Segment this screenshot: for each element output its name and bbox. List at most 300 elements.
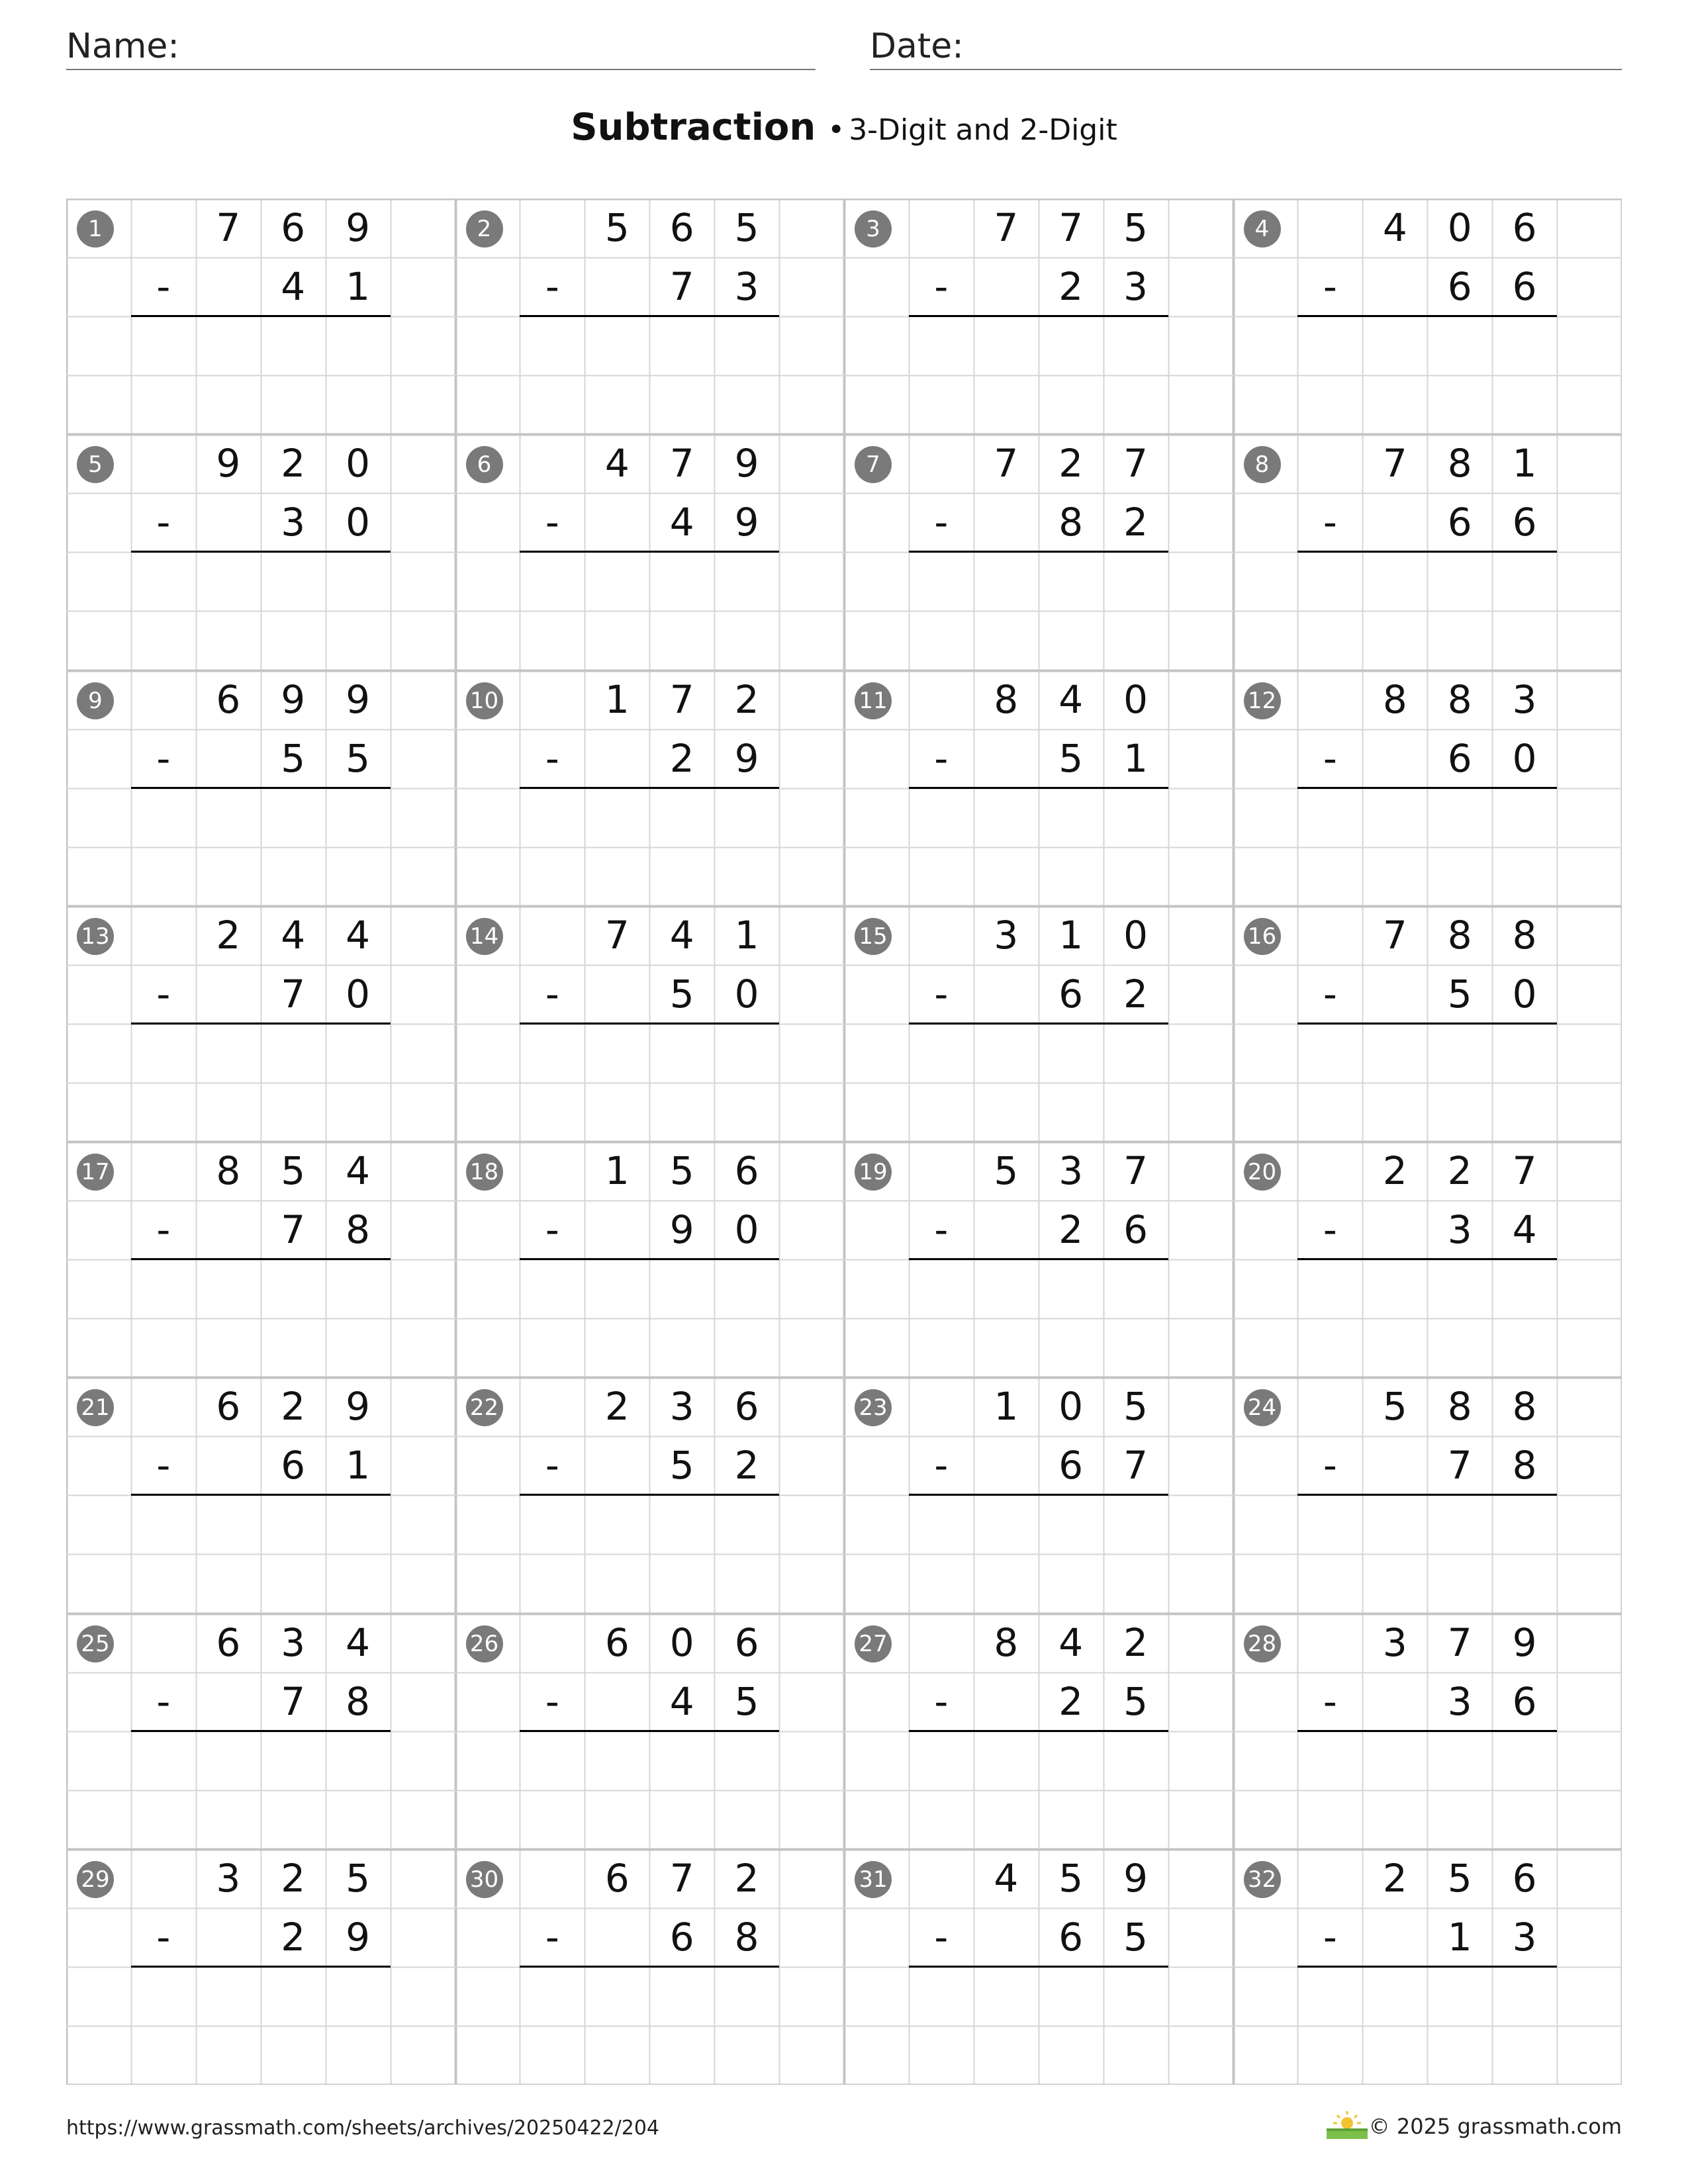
problem-block	[1233, 199, 1622, 434]
subtrahend-digit: 4	[669, 1678, 694, 1724]
subtrahend-digit: 1	[1123, 735, 1149, 781]
minuend-digit: 5	[281, 1148, 306, 1193]
name-label: Name:	[66, 26, 179, 66]
answer-space[interactable]	[1297, 788, 1557, 906]
minuend-digit: 1	[734, 912, 759, 958]
minuend-digit: 6	[734, 1148, 759, 1193]
minuend-digit: 7	[669, 1855, 694, 1901]
subtrahend-digit: 6	[1058, 971, 1084, 1017]
problem-number-badge: 9	[77, 682, 114, 719]
minuend-digit: 6	[734, 1619, 759, 1665]
problem-number-badge: 29	[77, 1861, 114, 1898]
minuend-digit: 3	[994, 912, 1019, 958]
subtrahend-digit: 3	[1447, 1678, 1472, 1724]
subtrahend-digit: 5	[1447, 971, 1472, 1017]
subtrahend-digit: 7	[281, 1207, 306, 1253]
problem-number-badge: 24	[1244, 1389, 1281, 1426]
subtrahend-digit: 6	[669, 1914, 694, 1960]
minuend-digit: 2	[281, 1855, 306, 1901]
subtrahend-digit: 0	[346, 500, 371, 545]
minuend-digit: 6	[604, 1619, 630, 1665]
problem-number-badge: 2	[466, 210, 503, 248]
minuend-digit: 0	[1123, 912, 1149, 958]
answer-space[interactable]	[909, 788, 1168, 906]
minuend-digit: 5	[669, 1148, 694, 1193]
subtrahend-digit: 5	[1058, 735, 1084, 781]
minus-sign: -	[545, 1443, 559, 1488]
minuend-digit: 5	[1447, 1855, 1472, 1901]
minuend-digit: 2	[1382, 1855, 1407, 1901]
minuend-digit: 4	[669, 912, 694, 958]
minuend-digit: 3	[1512, 676, 1537, 722]
subtrahend-digit: 6	[1447, 264, 1472, 310]
minuend-digit: 2	[1123, 1619, 1149, 1665]
problem-number-badge: 25	[77, 1625, 114, 1662]
subtrahend-digit: 2	[1058, 264, 1084, 310]
problem-block	[66, 1142, 455, 1377]
answer-space[interactable]	[1297, 552, 1557, 670]
subtrahend-digit: 7	[1123, 1443, 1149, 1488]
minus-sign: -	[156, 1678, 171, 1724]
problem-block	[1233, 1377, 1622, 1613]
minuend-digit: 4	[1058, 676, 1084, 722]
minus-sign: -	[156, 735, 171, 781]
minuend-digit: 2	[216, 912, 241, 958]
subtrahend-digit: 6	[1512, 1678, 1537, 1724]
minuend-digit: 2	[604, 1384, 630, 1430]
answer-space[interactable]	[909, 1259, 1168, 1377]
minuend-digit: 2	[734, 676, 759, 722]
date-line	[870, 69, 1622, 70]
subtrahend-digit: 0	[1512, 971, 1537, 1017]
minus-sign: -	[1323, 500, 1337, 545]
minus-sign: -	[1323, 735, 1337, 781]
minuend-digit: 9	[281, 676, 306, 722]
problem-number-badge: 14	[466, 918, 503, 955]
subtrahend-digit: 8	[734, 1914, 759, 1960]
minuend-digit: 4	[994, 1855, 1019, 1901]
problem-number-badge: 27	[855, 1625, 892, 1662]
minuend-digit: 6	[1512, 205, 1537, 250]
subtrahend-digit: 9	[346, 1914, 371, 1960]
minuend-digit: 0	[669, 1619, 694, 1665]
name-field[interactable]	[66, 26, 816, 69]
minuend-digit: 7	[1123, 441, 1149, 486]
minuend-digit: 4	[346, 1148, 371, 1193]
subtrahend-digit: 2	[1123, 971, 1149, 1017]
minus-sign: -	[1323, 1678, 1337, 1724]
problem-number-badge: 11	[855, 682, 892, 719]
minuend-digit: 9	[1123, 1855, 1149, 1901]
minuend-digit: 8	[1512, 1384, 1537, 1430]
subtrahend-digit: 4	[669, 500, 694, 545]
subtrahend-digit: 7	[1447, 1443, 1472, 1488]
subtrahend-digit: 8	[346, 1678, 371, 1724]
problem-block	[1233, 1142, 1622, 1377]
minuend-digit: 2	[1447, 1148, 1472, 1193]
subtrahend-digit: 2	[1058, 1678, 1084, 1724]
problem-block	[66, 906, 455, 1142]
problem-number-badge: 31	[855, 1861, 892, 1898]
answer-space[interactable]	[131, 1024, 391, 1142]
minus-sign: -	[934, 1207, 949, 1253]
problem-number-badge: 26	[466, 1625, 503, 1662]
subtrahend-digit: 5	[281, 735, 306, 781]
date-field[interactable]	[870, 26, 1622, 69]
problem-block	[844, 906, 1233, 1142]
minuend-digit: 5	[1382, 1384, 1407, 1430]
minuend-digit: 8	[994, 1619, 1019, 1665]
subtrahend-digit: 9	[669, 1207, 694, 1253]
worksheet-title	[0, 106, 1688, 149]
minuend-digit: 3	[669, 1384, 694, 1430]
minus-sign: -	[545, 500, 559, 545]
sun-over-grass-icon	[1324, 2109, 1370, 2140]
minus-sign: -	[545, 735, 559, 781]
problem-number-badge: 7	[855, 446, 892, 483]
problem-block	[66, 1614, 455, 1849]
answer-space[interactable]	[520, 1259, 779, 1377]
problem-grid	[66, 199, 1622, 2085]
subtrahend-digit: 3	[1123, 264, 1149, 310]
minus-sign: -	[1323, 971, 1337, 1017]
minuend-digit: 0	[1123, 676, 1149, 722]
answer-space[interactable]	[520, 1731, 779, 1849]
minuend-digit: 2	[281, 441, 306, 486]
minuend-digit: 5	[1123, 205, 1149, 250]
answer-space[interactable]	[131, 1259, 391, 1377]
minus-sign: -	[156, 1443, 171, 1488]
subtrahend-digit: 9	[734, 735, 759, 781]
minuend-digit: 9	[346, 205, 371, 250]
minuend-digit: 9	[1512, 1619, 1537, 1665]
minuend-digit: 9	[734, 441, 759, 486]
problem-number-badge: 22	[466, 1389, 503, 1426]
minus-sign: -	[156, 500, 171, 545]
subtrahend-digit: 6	[1512, 500, 1537, 545]
minuend-digit: 7	[994, 205, 1019, 250]
problem-block	[1233, 434, 1622, 670]
answer-space[interactable]	[909, 1495, 1168, 1613]
subtrahend-digit: 0	[1512, 735, 1537, 781]
minuend-digit: 6	[669, 205, 694, 250]
answer-space[interactable]	[909, 1024, 1168, 1142]
minuend-digit: 3	[1382, 1619, 1407, 1665]
footer-copyright: © 2025 grassmath.com	[1368, 2114, 1622, 2139]
minuend-digit: 1	[604, 676, 630, 722]
minuend-digit: 6	[604, 1855, 630, 1901]
minuend-digit: 8	[1447, 912, 1472, 958]
minuend-digit: 4	[346, 1619, 371, 1665]
minuend-digit: 8	[216, 1148, 241, 1193]
problem-block	[1233, 906, 1622, 1142]
minuend-digit: 2	[281, 1384, 306, 1430]
problem-block	[844, 670, 1233, 906]
problem-block	[844, 1377, 1233, 1613]
minuend-digit: 6	[1512, 1855, 1537, 1901]
minuend-digit: 1	[1512, 441, 1537, 486]
minus-sign: -	[934, 735, 949, 781]
answer-space[interactable]	[520, 316, 779, 434]
footer-url[interactable]: https://www.grassmath.com/sheets/archives/20250422/204	[66, 2116, 660, 2140]
minuend-digit: 4	[346, 912, 371, 958]
problem-block	[455, 199, 845, 434]
minuend-digit: 7	[1382, 912, 1407, 958]
minuend-digit: 8	[1512, 912, 1537, 958]
subtrahend-digit: 1	[346, 264, 371, 310]
minuend-digit: 2	[734, 1855, 759, 1901]
minuend-digit: 4	[1058, 1619, 1084, 1665]
problem-block	[844, 199, 1233, 434]
minuend-digit: 1	[604, 1148, 630, 1193]
minuend-digit: 0	[1447, 205, 1472, 250]
problem-number-badge: 1	[77, 210, 114, 248]
problem-block	[455, 1142, 845, 1377]
minuend-digit: 9	[346, 1384, 371, 1430]
title-main: Subtraction	[571, 106, 816, 149]
problem-number-badge: 8	[1244, 446, 1281, 483]
subtrahend-digit: 0	[734, 971, 759, 1017]
subtrahend-digit: 5	[1123, 1678, 1149, 1724]
minuend-digit: 2	[1382, 1148, 1407, 1193]
problem-number-badge: 12	[1244, 682, 1281, 719]
answer-space[interactable]	[131, 316, 391, 434]
minuend-digit: 9	[216, 441, 241, 486]
minus-sign: -	[156, 1207, 171, 1253]
problem-block	[1233, 670, 1622, 906]
answer-space[interactable]	[909, 552, 1168, 670]
problem-number-badge: 15	[855, 918, 892, 955]
answer-space[interactable]	[520, 1024, 779, 1142]
subtrahend-digit: 8	[1058, 500, 1084, 545]
answer-space[interactable]	[131, 1731, 391, 1849]
minuend-digit: 6	[734, 1384, 759, 1430]
subtrahend-digit: 6	[1058, 1914, 1084, 1960]
problem-number-badge: 19	[855, 1154, 892, 1191]
subtrahend-digit: 2	[734, 1443, 759, 1488]
subtrahend-digit: 5	[669, 971, 694, 1017]
problem-block	[66, 670, 455, 906]
answer-space[interactable]	[131, 1967, 391, 2085]
problem-number-badge: 28	[1244, 1625, 1281, 1662]
minuend-digit: 5	[994, 1148, 1019, 1193]
subtrahend-digit: 2	[669, 735, 694, 781]
answer-space[interactable]	[1297, 1967, 1557, 2085]
minuend-digit: 8	[1447, 441, 1472, 486]
answer-space[interactable]	[520, 788, 779, 906]
subtrahend-digit: 0	[346, 971, 371, 1017]
subtrahend-digit: 6	[1123, 1207, 1149, 1253]
minus-sign: -	[934, 1914, 949, 1960]
problem-block	[455, 1614, 845, 1849]
minus-sign: -	[545, 1678, 559, 1724]
title-subtitle: 3-Digit and 2-Digit	[849, 113, 1117, 147]
answer-space[interactable]	[131, 788, 391, 906]
problem-block	[455, 670, 845, 906]
minuend-digit: 7	[994, 441, 1019, 486]
problem-number-badge: 3	[855, 210, 892, 248]
problem-number-badge: 10	[466, 682, 503, 719]
minus-sign: -	[1323, 1207, 1337, 1253]
subtrahend-digit: 7	[669, 264, 694, 310]
subtrahend-digit: 5	[1123, 1914, 1149, 1960]
minus-sign: -	[545, 1914, 559, 1960]
problem-block	[66, 1377, 455, 1613]
answer-space[interactable]	[909, 316, 1168, 434]
subtrahend-digit: 1	[346, 1443, 371, 1488]
problem-block	[844, 434, 1233, 670]
subtrahend-digit: 9	[734, 500, 759, 545]
minuend-digit: 7	[1058, 205, 1084, 250]
minus-sign: -	[1323, 1443, 1337, 1488]
subtrahend-digit: 2	[1058, 1207, 1084, 1253]
minuend-digit: 5	[734, 205, 759, 250]
minuend-digit: 2	[1058, 441, 1084, 486]
minuend-digit: 8	[1447, 676, 1472, 722]
problem-block	[455, 906, 845, 1142]
minuend-digit: 6	[281, 205, 306, 250]
minus-sign: -	[934, 1443, 949, 1488]
problem-block	[66, 1849, 455, 2085]
subtrahend-digit: 3	[281, 500, 306, 545]
answer-space[interactable]	[131, 1495, 391, 1613]
problem-block	[1233, 1614, 1622, 1849]
minuend-digit: 8	[1447, 1384, 1472, 1430]
minuend-digit: 7	[1512, 1148, 1537, 1193]
minus-sign: -	[934, 1678, 949, 1724]
subtrahend-digit: 4	[281, 264, 306, 310]
answer-space[interactable]	[1297, 1259, 1557, 1377]
answer-space[interactable]	[1297, 1024, 1557, 1142]
date-label: Date:	[870, 26, 964, 66]
minuend-digit: 3	[216, 1855, 241, 1901]
minuend-digit: 4	[604, 441, 630, 486]
problem-number-badge: 4	[1244, 210, 1281, 248]
minuend-digit: 0	[346, 441, 371, 486]
answer-space[interactable]	[1297, 1495, 1557, 1613]
subtrahend-digit: 2	[281, 1914, 306, 1960]
subtrahend-digit: 6	[1058, 1443, 1084, 1488]
minus-sign: -	[545, 264, 559, 310]
minuend-digit: 7	[604, 912, 630, 958]
problem-number-badge: 20	[1244, 1154, 1281, 1191]
minuend-digit: 5	[604, 205, 630, 250]
answer-space[interactable]	[131, 552, 391, 670]
minus-sign: -	[934, 500, 949, 545]
minuend-digit: 6	[216, 1619, 241, 1665]
minuend-digit: 7	[669, 441, 694, 486]
problem-number-badge: 5	[77, 446, 114, 483]
minus-sign: -	[545, 971, 559, 1017]
problem-block	[66, 434, 455, 670]
minus-sign: -	[1323, 264, 1337, 310]
subtrahend-digit: 6	[281, 1443, 306, 1488]
problem-block	[455, 1849, 845, 2085]
answer-space[interactable]	[909, 1731, 1168, 1849]
minuend-digit: 8	[994, 676, 1019, 722]
minuend-digit: 8	[1382, 676, 1407, 722]
minus-sign: -	[1323, 1914, 1337, 1960]
minus-sign: -	[934, 264, 949, 310]
answer-space[interactable]	[1297, 1731, 1557, 1849]
minuend-digit: 1	[994, 1384, 1019, 1430]
minuend-digit: 6	[216, 676, 241, 722]
subtrahend-digit: 8	[346, 1207, 371, 1253]
minus-sign: -	[545, 1207, 559, 1253]
minuend-digit: 9	[346, 676, 371, 722]
subtrahend-digit: 7	[281, 1678, 306, 1724]
minuend-digit: 6	[216, 1384, 241, 1430]
subtrahend-digit: 5	[734, 1678, 759, 1724]
subtrahend-digit: 2	[1123, 500, 1149, 545]
subtrahend-digit: 5	[669, 1443, 694, 1488]
subtrahend-digit: 6	[1512, 264, 1537, 310]
subtrahend-digit: 3	[1512, 1914, 1537, 1960]
minuend-digit: 4	[281, 912, 306, 958]
answer-space[interactable]	[520, 1495, 779, 1613]
minuend-digit: 7	[1123, 1148, 1149, 1193]
minuend-digit: 5	[346, 1855, 371, 1901]
minuend-digit: 7	[669, 676, 694, 722]
problem-block	[844, 1142, 1233, 1377]
problem-number-badge: 30	[466, 1861, 503, 1898]
problem-number-badge: 13	[77, 918, 114, 955]
answer-space[interactable]	[1297, 316, 1557, 434]
answer-space[interactable]	[520, 552, 779, 670]
problem-number-badge: 32	[1244, 1861, 1281, 1898]
problem-block	[1233, 1849, 1622, 2085]
subtrahend-digit: 8	[1512, 1443, 1537, 1488]
subtrahend-digit: 6	[1447, 735, 1472, 781]
problem-number-badge: 6	[466, 446, 503, 483]
minuend-digit: 7	[1447, 1619, 1472, 1665]
minuend-digit: 3	[281, 1619, 306, 1665]
problem-block	[455, 434, 845, 670]
minus-sign: -	[934, 971, 949, 1017]
name-line	[66, 69, 816, 70]
problem-block	[455, 1377, 845, 1613]
subtrahend-digit: 4	[1512, 1207, 1537, 1253]
minus-sign: -	[156, 264, 171, 310]
problem-block	[844, 1614, 1233, 1849]
subtrahend-digit: 0	[734, 1207, 759, 1253]
answer-space[interactable]	[520, 1967, 779, 2085]
minuend-digit: 7	[1382, 441, 1407, 486]
problem-block	[66, 199, 455, 434]
minuend-digit: 7	[216, 205, 241, 250]
problem-number-badge: 17	[77, 1154, 114, 1191]
minuend-digit: 5	[1058, 1855, 1084, 1901]
problem-number-badge: 21	[77, 1389, 114, 1426]
subtrahend-digit: 1	[1447, 1914, 1472, 1960]
problem-block	[844, 1849, 1233, 2085]
problem-number-badge: 16	[1244, 918, 1281, 955]
minuend-digit: 3	[1058, 1148, 1084, 1193]
problem-number-badge: 23	[855, 1389, 892, 1426]
subtrahend-digit: 6	[1447, 500, 1472, 545]
subtrahend-digit: 3	[734, 264, 759, 310]
minuend-digit: 0	[1058, 1384, 1084, 1430]
minuend-digit: 5	[1123, 1384, 1149, 1430]
answer-space[interactable]	[909, 1967, 1168, 2085]
minuend-digit: 4	[1382, 205, 1407, 250]
minus-sign: -	[156, 971, 171, 1017]
title-separator: •	[827, 113, 845, 147]
subtrahend-digit: 3	[1447, 1207, 1472, 1253]
subtrahend-digit: 5	[346, 735, 371, 781]
problem-number-badge: 18	[466, 1154, 503, 1191]
minuend-digit: 1	[1058, 912, 1084, 958]
